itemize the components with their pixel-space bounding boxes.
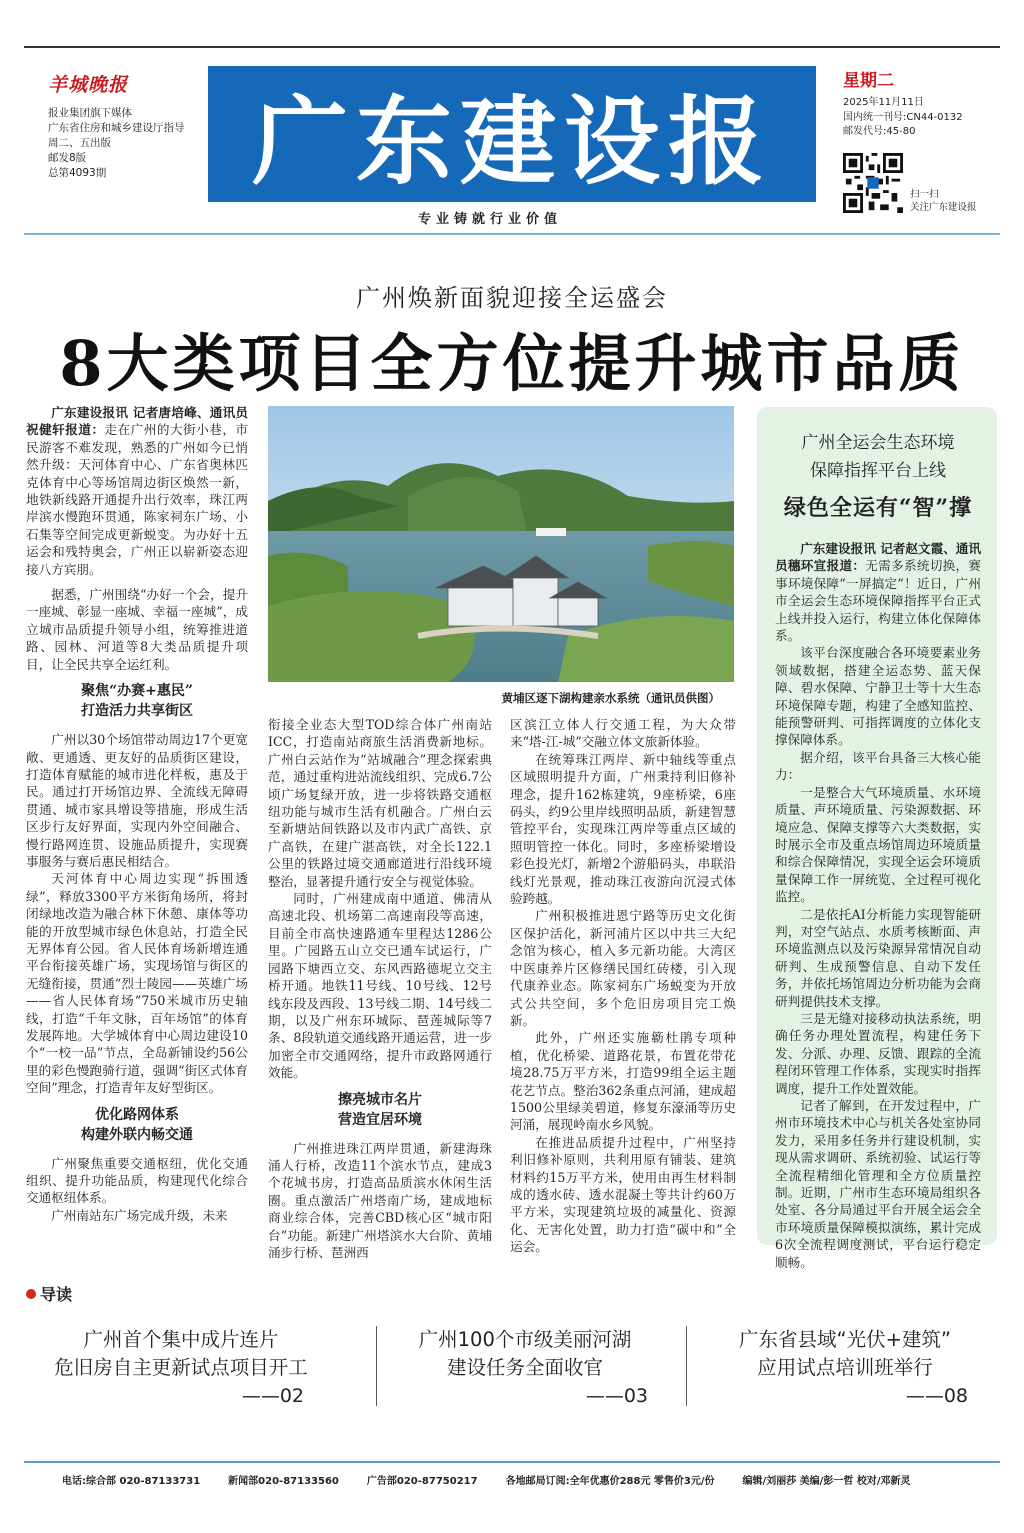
- qr-caption: [910, 188, 977, 214]
- section-heading-line: 优化路网体系: [95, 1106, 179, 1123]
- guide-item-page: ——03: [585, 1385, 648, 1407]
- paragraph: [775, 540, 981, 644]
- paragraph: [26, 404, 248, 578]
- info-line: 邮发8版: [48, 152, 87, 164]
- info-line: 广东省住房和城乡建设厅指导: [48, 122, 185, 134]
- paragraph: 二是依托AI分析能力实现智能研判，对空气站点、水质考核断面、声环境监测点以及污染源异常情况自动研判、生成预警信息、自动下发任务，并依托场馆周边分析功能为会商研判提供技术支撑。: [775, 906, 981, 1009]
- section-heading: [268, 1090, 492, 1130]
- section-heading-line: 聚焦“办赛+惠民”: [81, 683, 193, 700]
- slogan: 专业铸就行业价值: [418, 212, 563, 227]
- byline: 广东建设报讯 记者赵文霞、通讯员穗环宣报道：: [775, 541, 981, 574]
- photo-caption: 黄埔区逐下湖构建亲水系统（通讯员供图）: [501, 691, 720, 705]
- sidebar-story: [757, 407, 997, 1270]
- sidebar-subheadline: [775, 429, 981, 485]
- paragraph: 广州南站东广场完成升级，未来: [51, 1207, 228, 1223]
- info-line: 总第4093期: [48, 167, 107, 179]
- section-heading: [26, 681, 248, 721]
- paragraph: 天河体育中心周边实现“拆围透绿”，释放3300平方米街角场所，将封闭绿地改造为融合林下休憩、康体等功能的开放型城市绿色休息站，打造全民无界体育公园。省人民体育场新增连通平台衔接英雄广场，实现场馆与街区的无缝衔接，贯通“烈士陵园——英雄广场——省人民体育场”750米城市历史轴线，打造“千年文脉，百年场馆”的体育发展阵地。大学城体育中心周边建设10个“一校一品”节点，全岛新铺设约56公里的彩色慢跑骑行道，强调“街区式体育空间”理念，打造青年友好型街区。: [26, 871, 248, 1096]
- postal-code: 邮发代号:45-80: [843, 126, 916, 137]
- guide-item[interactable]: [690, 1326, 1000, 1410]
- lead-subheadline: 广州焕新面貌迎接全运盛会: [356, 284, 668, 312]
- guide-item[interactable]: [26, 1326, 336, 1410]
- issue-date: 2025年11月11日: [843, 97, 924, 108]
- paragraph: 在推进品质提升过程中，广州坚持利旧修补原则，共利用原有铺装、建筑材料约15万平方米，使用由再生材料制成的透水砖、透水混凝土等共计约60万平方米，实现建筑垃圾的减量化、资源化、无害化处置，助力打造“碳中和”全运会。: [510, 1134, 736, 1255]
- guide-item-line: 危旧房自主更新试点项目开工: [54, 1356, 308, 1379]
- section-heading-line: 构建外联内畅交通: [81, 1126, 193, 1143]
- qr-code-icon[interactable]: [843, 153, 903, 213]
- section-heading-line: 打造活力共享街区: [81, 703, 193, 720]
- guide-heading: [26, 1282, 72, 1305]
- paragraph: 同时，广州建成南中通道、佛清从高速北段、机场第二高速南段等高速，目前全市高快速路通车里程达1286公里。广园路五山立交已通车试运行，广园路下塘西立交、东风西路德坭立交主桥开通。地铁11号线、10号线、12号线东段及西段、13号线二期、14号线二期，以及广州东环城际、琶莲城际等7条、8段轨道交通线路开通运营，进一步加密全市交通网络，提升市政路网通行效能。: [268, 891, 492, 1081]
- guide-item-line: 广州100个市级美丽河湖: [418, 1328, 632, 1351]
- guide-item-page: ——02: [241, 1385, 304, 1407]
- paragraph: 一是整合大气环境质量、水环境质量、声环境质量、污染源数据、环境应急、保障支撑等六大类数据，实时展示全市及重点场馆周边环境质量和综合保障情况，实现全运会环境质量保障工作一屏统览、全过程可视化监控。: [775, 784, 981, 905]
- top-rule: [24, 46, 1000, 48]
- paragraph: 广州以30个场馆带动周边17个更宽敞、更通透、更友好的品质街区建设，打造体育赋能的城市进化样板，惠及于民。通过打开场馆边界、全流线无障碍贯通、城市家具增设等措施，形成生活区步行友好界面，实现内外空间融合、慢行路网连贯、设施品质提升，实现赛事服务与赛后惠民相结合。: [26, 732, 248, 869]
- guide-item-line: 建设任务全面收官: [446, 1356, 603, 1379]
- lead-column-1: [26, 404, 248, 1224]
- paragraph: 区滨江立体人行交通工程，为大众带来“塔-江-城”交融立体文旅新体验。: [510, 717, 736, 750]
- paragraph: 据悉，广州围绕“办好一个会，提升一座城、彰显一座城、幸福一座城”，成立城市品质提升领导小组，统筹推进道路、园林、河道等8大类品质提升项目，让全民共享全运红利。: [26, 587, 248, 672]
- footer-item: 编辑/刘丽莎 美编/彭一哲 校对/邓新灵: [742, 1476, 911, 1487]
- paragraph: 记者了解到，在开发过程中，广州市环境技术中心与机关各处室协同发力，采用多任务并行建设机制，实现从需求调研、系统初验、试运行等全流程精细化管理和全方位质量控制。近期，广州市生态环境局组织各处室、各分局通过平台开展全运会全市环境质量保障模拟演练，累计完成6次全流程调度测试，平台运行稳定顺畅。: [775, 1098, 981, 1270]
- footer: [62, 1472, 992, 1487]
- paragraph: 该平台深度融合各环境要素业务领域数据，搭建全运态势、蓝天保障、碧水保障、宁静卫士等十大生态环境保障专题，构建了全感知监控、能预警研判、可指挥调度的立体化支撑保障体系。: [775, 645, 981, 748]
- lead-headline: 8大类项目全方位提升城市品质: [59, 327, 965, 400]
- lake-pavilion-photo: [268, 406, 734, 682]
- bullet-dot-icon: [26, 1289, 36, 1299]
- guide-item[interactable]: [370, 1326, 680, 1410]
- info-line: 报业集团旗下媒体: [48, 107, 132, 119]
- footer-item: 电话:综合部 020-87133731: [62, 1476, 201, 1487]
- sidebar-body: [775, 540, 981, 1271]
- section-heading: [26, 1105, 248, 1145]
- guide-item-page: ——08: [905, 1385, 968, 1407]
- qr-caption-line: 关注广东建设报: [910, 202, 977, 213]
- newspaper-title: 广东建设报: [252, 84, 772, 198]
- paragraph: 广州积极推进恩宁路等历史文化街区保护活化，新河浦片区以中共三大纪念馆为核心，植入多元新功能。大湾区中医康养片区修缮民国红砖楼，引入现代康养业态。陈家祠东广场蜕变为开放式公共空间，多个危旧房项目完工焕新。: [510, 908, 736, 1028]
- byline: 广东建设报讯 记者唐培峰、通讯员祝健轩报道：: [26, 405, 248, 438]
- paragraph: 广州聚焦重要交通枢纽，优化交通组织、提升功能品质，构建现代化综合交通枢纽体系。: [26, 1155, 248, 1206]
- sidebar-subheadline-line: 保障指挥平台上线: [810, 461, 946, 481]
- section-heading-line: 营造宜居环境: [338, 1111, 422, 1128]
- paragraph-text: 走在广州的大街小巷，市民游客不难发现，熟悉的广州如今已悄然升级：天河体育中心、广东省奥林匹克体育中心等场馆周边街区焕然一新，地铁新线路开通提升出行效率，珠江两岸滨水慢跑环贯通，陈家祠东广场、小石集等空间完成更新蜕变。为办好十五运会和残特奥会，广州正以崭新姿态迎接八方宾朋。: [26, 422, 249, 577]
- sidebar-subheadline-line: 广州全运会生态环境: [801, 433, 955, 453]
- guide-item-line: 广州首个集中成片连片: [83, 1328, 279, 1351]
- sidebar-headline: 绿色全运有“智”撑: [783, 495, 973, 521]
- paragraph: 广州推进珠江两岸贯通，新建海珠涌人行桥，改造11个滨水节点，建成3个花城书房，打造高品质滨水休闲生活圈。重点激活广州塔南广场，建成地标商业综合体，完善CBD核心区“城市阳台”功能。新建广州塔滨水大台阶、黄埔涌步行桥、琶洲西: [268, 1140, 492, 1260]
- paragraph: 此外，广州还实施簕杜鹃专项种植，优化桥梁、道路花景，布置花带花境28.75万平方米，打造99组全运主题花艺节点。整治362条重点河涌，建成超1500公里绿美碧道，修复东濠涌等历史河涌，展现岭南水乡风貌。: [510, 1030, 736, 1133]
- qr-caption-line: 扫一扫: [910, 189, 939, 200]
- brand-logo: 羊城晚报: [48, 74, 129, 96]
- issue-info: [843, 96, 963, 140]
- guide-item-line: 广东省县域“光伏+建筑”: [738, 1328, 952, 1351]
- guide-label: 导读: [40, 1285, 73, 1304]
- weekday: 星期二: [843, 71, 894, 91]
- paragraph: 衔接全业态大型TOD综合体广州南站ICC，打造南站商旅生活消费新地标。广州白云站作为“站城融合”理念探索典范，通过重构进站流线组织、完成6.7公顷广场复绿开放，进一步将铁路交通枢纽功能与城市生活有机融合。广州白云至新塘站间铁路以及市内武广高铁、京广高铁，在建广湛高铁，对全长122.1公里的铁路过境交通廊道进行沿线环境整治，显著提升通行安全与视觉体验。: [268, 717, 492, 889]
- footer-rule: [24, 1461, 1000, 1463]
- lead-column-3: [510, 716, 736, 1256]
- issn: 国内统一刊号:CN44-0132: [843, 111, 963, 123]
- guide-divider: [686, 1326, 687, 1406]
- paragraph: 在统筹珠江两岸、新中轴线等重点区域照明提升方面，广州秉持利旧修补理念，提升162栋建筑，9座桥梁，6座码头，约9公里岸线照明品质，新建智慧管控平台，实现珠江两岸等重点区域的照明管控一体化。同时，多座桥梁增设彩色投光灯，新增2个游船码头，串联沿线灯光景观，推动珠江夜游向沉浸式体验跨越。: [510, 751, 736, 907]
- footer-item: 广告部020-87750217: [366, 1476, 478, 1487]
- publication-info: [48, 106, 185, 181]
- section-heading-line: 擦亮城市名片: [338, 1091, 422, 1108]
- paragraph-text: 无需多系统切换，赛事环境保障“一屏搞定”！近日，广州市全运会生态环境保障指挥平台正式上线并投入运行，构建立体化保障体系。: [775, 558, 982, 644]
- paragraph: 三是无缝对接移动执法系统，明确任务办理处置流程，构建任务下发、分派、办理、反馈、跟踪的全流程闭环管理工作体系，实现实时指挥调度，提升工作处置效能。: [775, 1010, 981, 1096]
- masthead-banner: [208, 66, 816, 202]
- paragraph: 据介绍，该平台具备三大核心能力：: [775, 749, 981, 783]
- footer-item: 新闻部020-87133560: [228, 1476, 339, 1487]
- guide-item-line: 应用试点培训班举行: [757, 1356, 933, 1379]
- header-rule: [24, 233, 1000, 235]
- footer-item: 各地邮局订阅:全年优惠价288元 零售价3元/份: [505, 1476, 715, 1487]
- info-line: 周二、五出版: [48, 137, 111, 149]
- lead-column-2: [268, 716, 492, 1261]
